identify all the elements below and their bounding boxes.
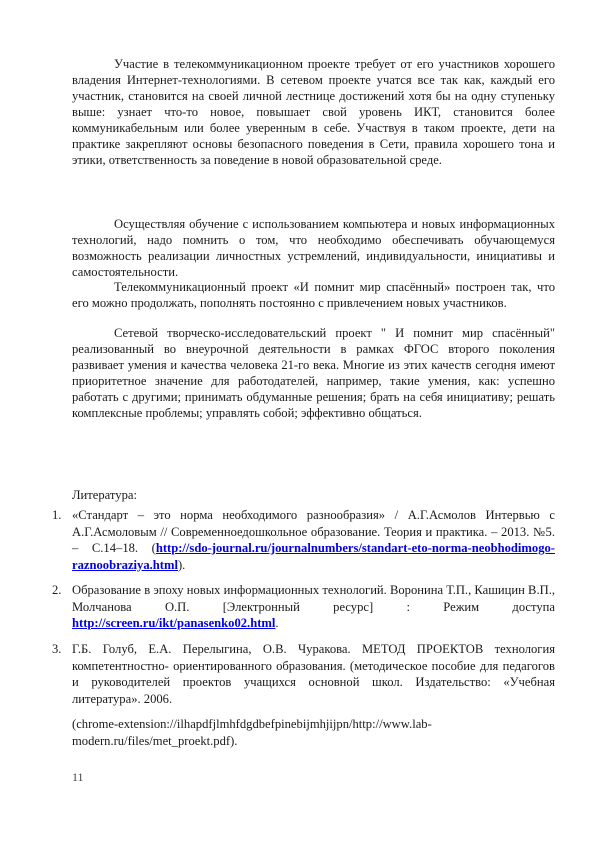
reference-3-url: (chrome-extension://ilhapdfjlmhfdgdbefpinebijmhjijpn/http://www.lab-modern.ru/files/met_proekt.pdf).: [72, 717, 432, 748]
reference-text: Образование в эпоху новых информационных технологий. Воронина Т.П., Кашицин В.П., Молчанова О.П. [Электронный ресурс] : Режим доступа: [72, 583, 555, 614]
paragraph-3: Телекоммуникационный проект «И помнит мир спасённый» построен так, что его можно продолжать, пополнять постоянно с привлечением новых участников.: [72, 280, 555, 310]
paragraph-4: Сетевой творческо-исследовательский проект " И помнит мир спасённый" реализованный во внеурочной деятельности в рамках ФГОС второго поколения развивает умения и качества человека 21-го века. Многие из этих качеств сегодня имеют приоритетное значение для работодателей, например, такие умения, как: успешно работать с другими; принимать обдуманные решения; брать на себя инициативу; решать комплексные проблемы; управлять собой; эффективно общаться.: [72, 326, 555, 420]
paragraph-1: Участие в телекоммуникационном проекте требует от его участников хорошего владения Интернет-технологиями. В сетевом проекте учатся все так как, каждый его участник, становится на своей личной лестнице достижений хотя бы на одну ступеньку выше: узнает что-то новое, повышает свой уровень ИКТ, становится более коммуникабельным или более уверенным в себе. Участвуя в таком проекте, дети на практике закрепляют основы безопасного поведения в Сети, правила хорошего тона и этики, ответственность за поведение в новой образовательной среде.: [72, 57, 555, 167]
reference-suffix: ).: [177, 557, 186, 572]
reference-item-2: [52, 582, 555, 632]
paragraph-2: Осуществляя обучение с использованием компьютера и новых информационных технологий, надо помнить о том, что необходимо обеспечивать обучающемуся возможность реализации личностных устремлений, индивидуальности, инициативы и самостоятельности.: [72, 217, 555, 279]
reference-item-1: [52, 507, 555, 573]
reference-number: 3.: [52, 642, 62, 656]
page-number: 11: [72, 770, 84, 784]
reference-item-3: [52, 641, 555, 707]
reference-link-2[interactable]: http://screen.ru/ikt/panasenko02.html: [72, 616, 276, 630]
reference-number: 2.: [52, 583, 62, 597]
reference-suffix: .: [275, 616, 279, 630]
reference-text: Г.Б. Голуб, Е.А. Перелыгина, О.В. Чуракова. МЕТОД ПРОЕКТОВ технология компетентностно- ориентированного образования. (методическое пособие для педагогов и руководителей проектов учащихся основной школ. Издательство: «Учебная литература». 2006.: [72, 642, 555, 706]
reference-link-1[interactable]: http://sdo-journal.ru/journalnumbers/standart-eto-norma-neobhodimogo-raznoobraziya.html: [72, 541, 555, 572]
reference-number: 1.: [52, 508, 62, 522]
literature-heading: Литература:: [72, 488, 137, 502]
reference-text: «Стандарт – это норма необходимого разнообразия» / А.Г.Асмолов Интервью с А.Г.Асмоловым // Современноедошкольное образование. Теория и практика. – 2013. №5. – С.14–18. (: [72, 508, 555, 555]
